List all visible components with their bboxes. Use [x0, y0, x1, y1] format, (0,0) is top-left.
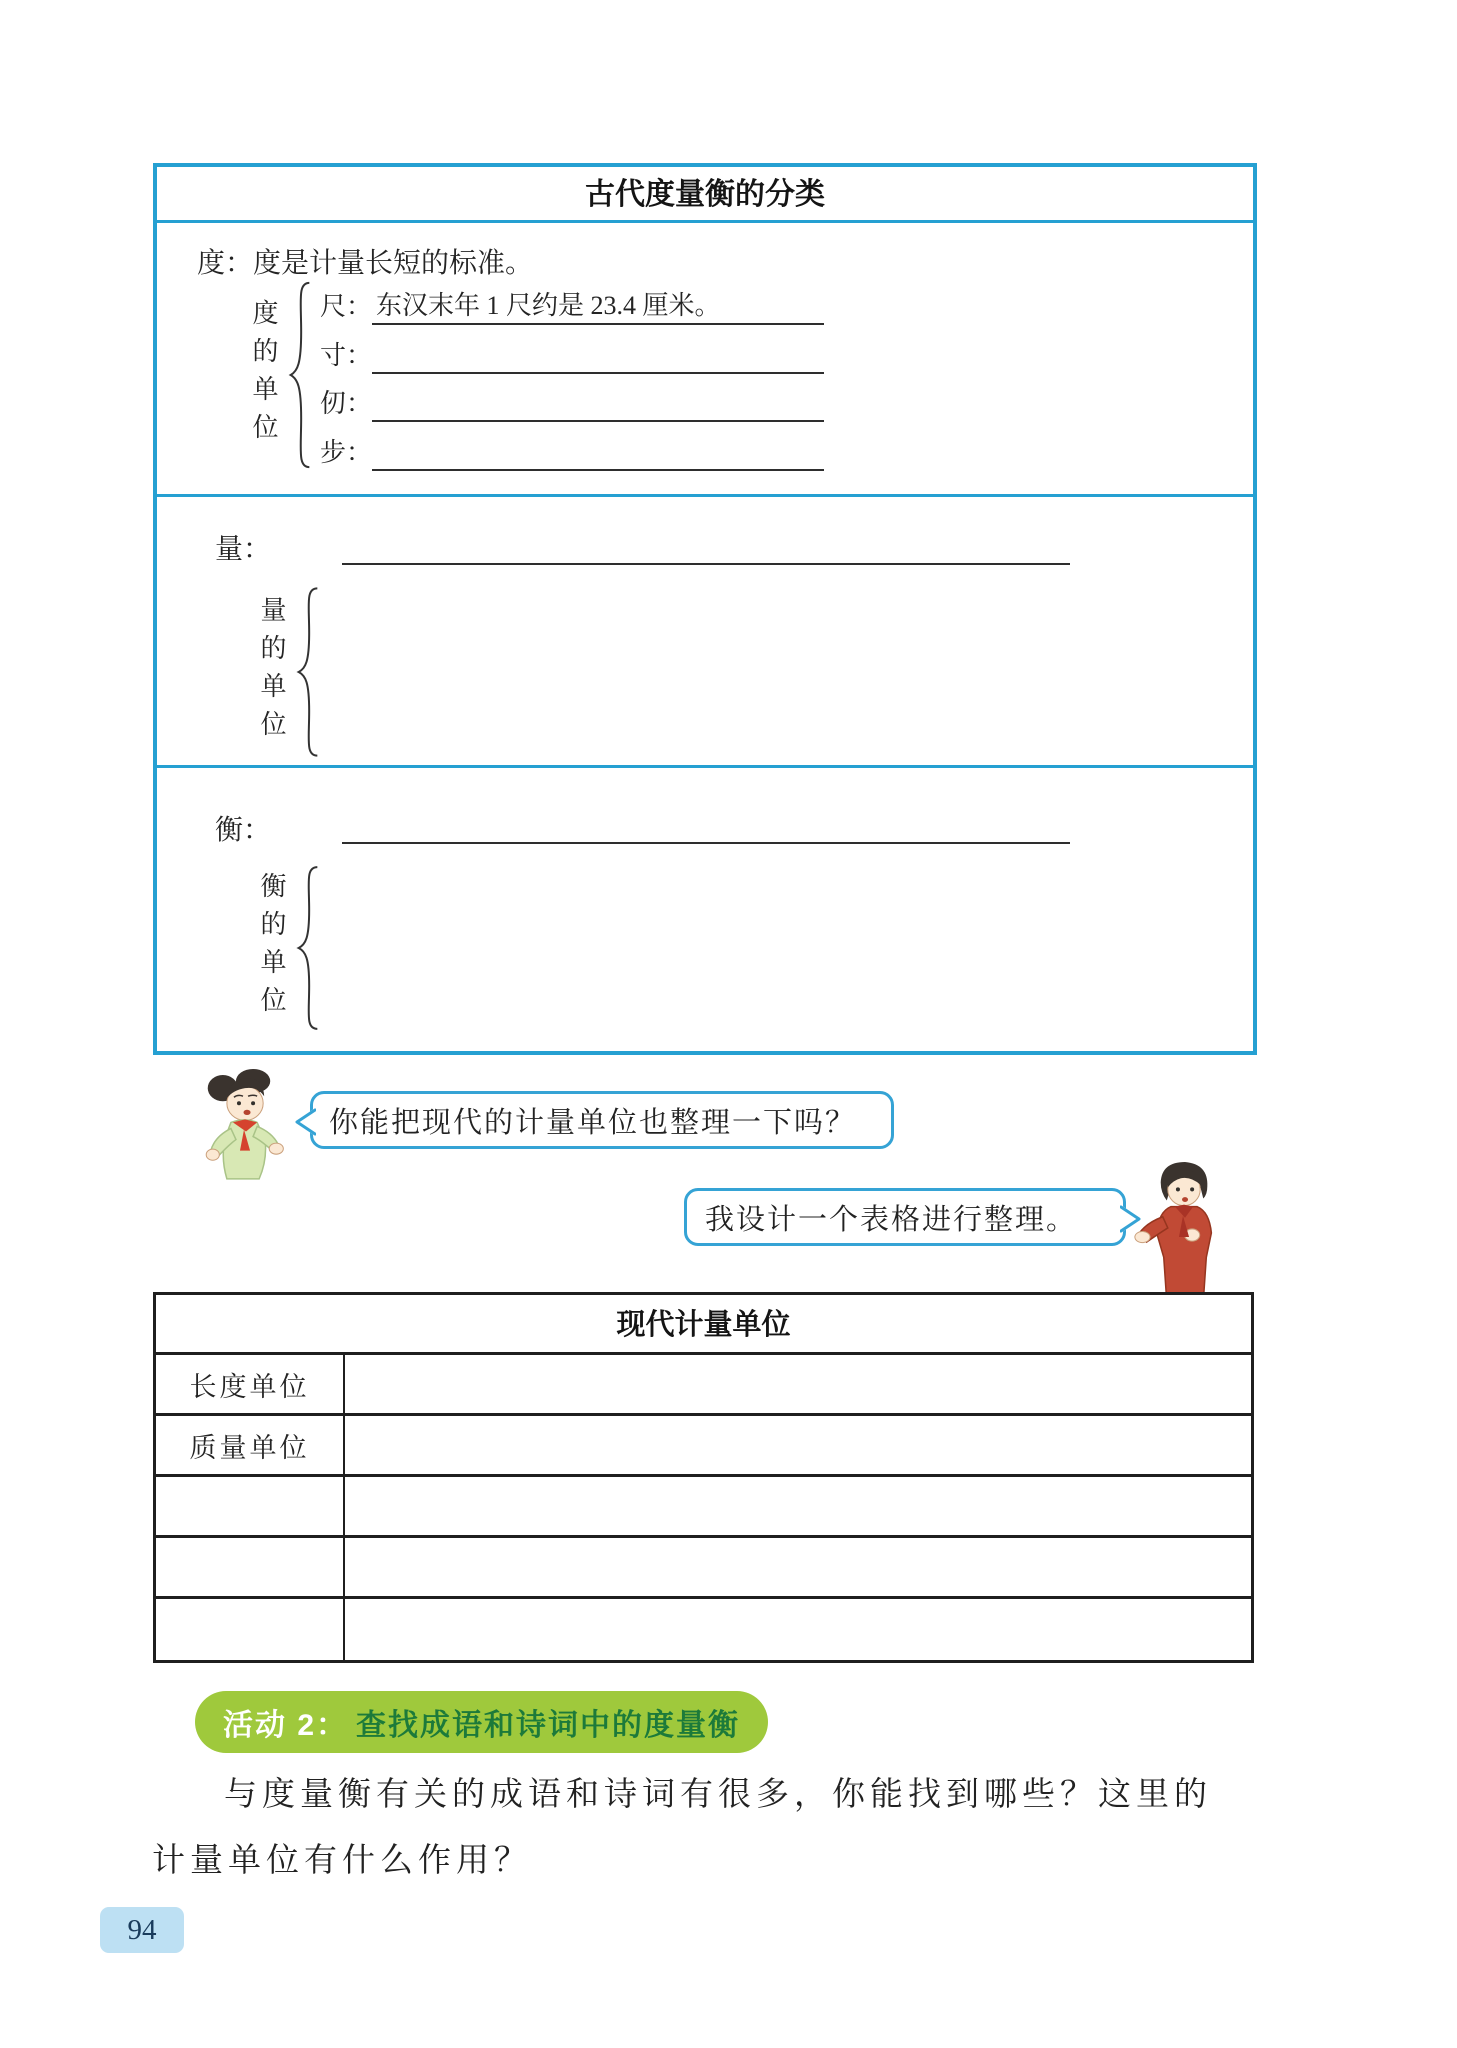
fill-label: 步：	[320, 437, 373, 467]
table-row-mass	[156, 1416, 1251, 1477]
row-value	[345, 1538, 1251, 1596]
boy-speech-text: 我设计一个表格进行整理。	[705, 1203, 1078, 1236]
brace-icon	[294, 862, 322, 1034]
brace-icon	[294, 583, 322, 761]
du-unit-label: 度的单位	[249, 299, 278, 451]
row-label: 长度单位	[156, 1355, 345, 1413]
liang-unit-label: 量的单位	[257, 596, 286, 748]
fill-line: 东汉末年 1 尺约是 23.4 厘米。	[372, 285, 824, 325]
fill-row-ren	[320, 376, 824, 422]
girl-illustration	[186, 1068, 298, 1199]
boy-speech-bubble	[684, 1188, 1126, 1246]
fill-line	[372, 468, 824, 471]
modern-units-table	[153, 1292, 1254, 1663]
ancient-units-box	[153, 163, 1257, 1055]
row-label: 质量单位	[156, 1416, 345, 1474]
activity-badge	[195, 1691, 768, 1753]
paragraph-line: 计量单位有什么作用？	[152, 1843, 532, 1879]
row-value	[345, 1416, 1251, 1474]
fill-row-chi	[320, 279, 824, 325]
fill-label: 尺：	[320, 292, 373, 321]
row-label	[156, 1599, 345, 1660]
body-paragraph	[152, 1762, 1267, 1894]
section-liang	[157, 494, 1253, 765]
heng-fill-line	[342, 810, 1070, 844]
bubble-tail-left-icon	[292, 1107, 316, 1137]
fill-row-cun	[320, 328, 824, 374]
row-value	[345, 1599, 1251, 1660]
row-value	[345, 1477, 1251, 1535]
du-unit-group	[245, 277, 824, 473]
row-value	[345, 1355, 1251, 1413]
paragraph-line: 与度量衡有关的成语和诗词有很多，你能找到哪些？这里的	[224, 1777, 1212, 1813]
modern-units-table-title: 现代计量单位	[156, 1295, 1251, 1355]
fill-line	[372, 371, 824, 374]
fill-label: 仞：	[320, 389, 373, 419]
activity-badge-label: 活动 2：	[223, 1709, 349, 1742]
du-items	[320, 277, 824, 473]
section-du	[157, 223, 1253, 494]
heng-unit-group	[253, 862, 322, 1034]
heng-unit-label: 衡的单位	[257, 872, 286, 1024]
liang-heading: 量：	[215, 534, 272, 565]
heng-heading: 衡：	[215, 815, 272, 846]
fill-line	[372, 419, 824, 422]
liang-unit-group	[253, 583, 322, 761]
table-row-empty	[156, 1599, 1251, 1660]
liang-fill-line	[342, 531, 1070, 565]
section-heng	[157, 765, 1253, 1042]
du-heading: 度：度是计量长短的标准。	[197, 248, 534, 279]
girl-speech-bubble	[310, 1091, 894, 1149]
table-row-length	[156, 1355, 1251, 1416]
fill-row-bu	[320, 425, 824, 471]
row-label	[156, 1477, 345, 1535]
table-row-empty	[156, 1477, 1251, 1538]
ancient-units-box-title: 古代度量衡的分类	[157, 167, 1253, 223]
brace-icon	[286, 277, 314, 473]
page-number: 94	[100, 1907, 184, 1953]
row-label	[156, 1538, 345, 1596]
fill-label: 寸：	[320, 340, 373, 370]
girl-speech-text: 你能把现代的计量单位也整理一下吗？	[329, 1106, 857, 1139]
activity-badge-title: 查找成语和诗词中的度量衡	[356, 1709, 741, 1742]
table-row-empty	[156, 1538, 1251, 1599]
